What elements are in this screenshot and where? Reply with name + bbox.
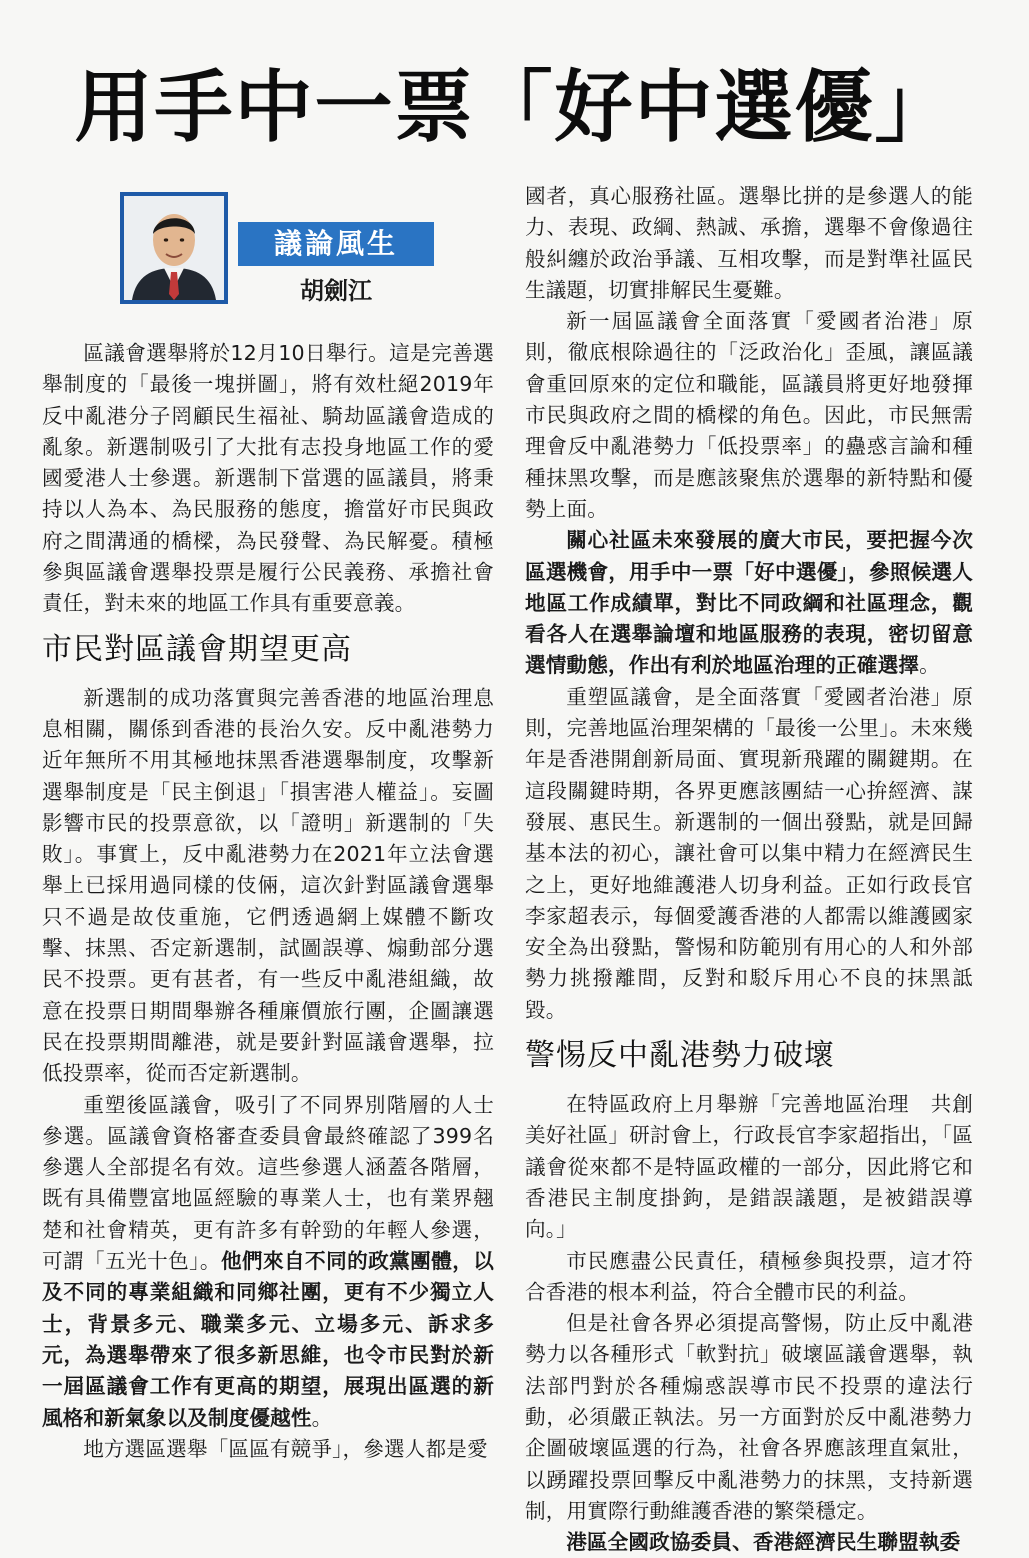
paragraph-text: 重塑後區議會，吸引了不同界別階層的人士參選。區議會資格審查委員會最終確認了399名參選人全部提名有效。這些參選人涵蓋各階層，既有具備豐富地區經驗的專業人士，也有業界翹楚和社會精英，更有許多有幹勁的年輕人參選，可謂「五光十色」。 [42,1092,494,1274]
bold-text: 關心社區未來發展的廣大市民，要把握今次區選機會，用手中一票「好中選優」，參照候選人地區工作成績單，對比不同政綱和社區理念，觀看各人在選舉論壇和地區服務的表現，密切留意選情動態，作出有利於地區治理的正確選擇 [525,528,973,678]
portrait-illustration [124,196,224,300]
column-label: 議論風生 [238,222,434,266]
bold-text: 他們來自不同的政黨團體，以及不同的專業組織和同鄉社團，更有不少獨立人士，背景多元、職業多元、立場多元、訴求多元，為選舉帶來了很多新思維，也令市民對於新一屆區議會工作有更高的期望，展現出區選的新風格和新氣象以及制度優越性 [42,1249,494,1430]
paragraph: 重塑區議會，是全面落實「愛國者治港」原則，完善地區治理架構的「最後一公里」。未來幾年是香港開創新局面、實現新飛躍的關鍵期。在這段關鍵時期，各界更應該團結一心拚經濟、謀發展、惠民生。新選制的一個出發點，就是回歸基本法的初心，讓社會可以集中精力在經濟民生之上，更好地維護港人切身利益。正如行政長官李家超表示，每個愛護香港的人都需以維護國家安全為出發點，警惕和防範別有用心的人和外部勢力挑撥離間，反對和駁斥用心不良的抹黑詆毀。 [525,684,973,1022]
headline: 用手中一票「好中選優」 [74,63,955,153]
paragraph: 國者，真心服務社區。選舉比拼的是參選人的能力、表現、政綱、熱誠、承擔，選舉不會像過往般糾纏於政治爭議、互相攻擊，而是對準社區民生議題，切實排解民生憂難。 [525,184,973,302]
paragraph: 市民應盡公民責任，積極參與投票，這才符合香港的根本利益，符合全體市民的利益。 [525,1248,973,1304]
section-heading: 市民對區議會期望更高 [42,631,352,667]
author-name: 胡劍江 [300,277,372,305]
author-signature: 港區全國政協委員、香港經濟民生聯盟執委 [566,1530,961,1555]
paragraph: 在特區政府上月舉辦「完善地區治理 共創美好社區」研討會上，行政長官李家超指出，「區議會從來都不是特區政權的一部分，因此將它和香港民主制度掛鉤，是錯誤議題，是被錯誤導向。」 [525,1092,973,1242]
paragraph-text: 。 [919,653,940,678]
column-header [120,192,450,310]
paragraph: 新一屆區議會全面落實「愛國者治港」原則，徹底根除過往的「泛政治化」歪風，讓區議會重回原來的定位和職能，區議員將更好地發揮市民與政府之間的橋樑的角色。因此，市民無需理會反中亂港勢力「低投票率」的蠱惑言論和種種抹黑攻擊，而是應該聚焦於選舉的新特點和優勢上面。 [525,309,973,521]
paragraph-text: 。 [311,1405,333,1430]
section-heading: 警惕反中亂港勢力破壞 [525,1038,835,1074]
paragraph: 地方選區選舉「區區有競爭」，參選人都是愛 [83,1436,488,1461]
paragraph [42,1090,494,1434]
paragraph: 新選制的成功落實與完善香港的地區治理息息相關，關係到香港的長治久安。反中亂港勢力近年無所不用其極地抹黑香港選舉制度，攻擊新選舉制度是「民主倒退」「損害港人權益」。妄圖影響市民的投票意欲，以「證明」新選制的「失敗」。事實上，反中亂港勢力在2021年立法會選舉上已採用過同樣的伎倆，這次針對區議會選舉只不過是故伎重施，它們透過網上媒體不斷攻擊、抹黑、否定新選制，試圖誤導、煽動部分選民不投票。更有甚者，有一些反中亂港組織，故意在投票日期間舉辦各種廉價旅行團，企圖讓選民在投票期間離港，就是要針對區議會選舉，拉低投票率，從而否定新選制。 [42,685,494,1086]
paragraph: 但是社會各界必須提高警惕，防止反中亂港勢力以各種形式「軟對抗」破壞區議會選舉，執法部門對於各種煽惑誤導市民不投票的違法行動，必須嚴正執法。另一方面對於反中亂港勢力企圖破壞區選的行為，社會各界應該理直氣壯，以踴躍投票回擊反中亂港勢力的抹黑，支持新選制，用實際行動維護香港的繁榮穩定。 [525,1311,973,1523]
author-photo [120,192,228,304]
paragraph: 區議會選舉將於12月10日舉行。這是完善選舉制度的「最後一塊拼圖」，將有效杜絕2019年反中亂港分子罔顧民生福祉、騎劫區議會造成的亂象。新選制吸引了大批有志投身地區工作的愛國愛港人士參選。新選制下當選的區議員，將秉持以人為本、為民服務的態度，擔當好市民與政府之間溝通的橋樑，為民發聲、為民解憂。積極參與區議會選舉投票是履行公民義務、承擔社會責任，對未來的地區工作具有重要意義。 [42,341,494,616]
paragraph [525,525,973,681]
